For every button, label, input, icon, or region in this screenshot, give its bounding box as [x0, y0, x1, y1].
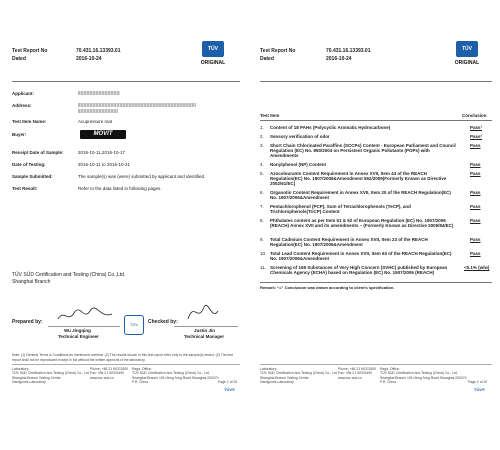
field-label-receipt: Receipt Date of Sample: — [12, 150, 64, 155]
field-value-sample: The sample(s) was (were) submitted by applicant and identified. — [78, 174, 206, 179]
row-conclusion: Pass² — [470, 134, 483, 139]
tuv-logo-box: TÜV — [456, 41, 478, 57]
footer-contact: Phone: +86 21 60376300 Fax: +86 21 60376490 www.tuv-sud.cn — [90, 367, 129, 380]
original-label: ORIGINAL — [454, 60, 480, 66]
row-number: 3. — [260, 143, 264, 148]
row-conclusion: Pass — [470, 190, 481, 195]
footer-rule — [260, 364, 492, 365]
checker-rule — [174, 326, 238, 327]
row-text: Total Lead Content Requirement in Annex XVII, Item 63 of the REACH Regulation(EC) No. 1907/2006&Amendment — [270, 251, 452, 262]
row-number: 5. — [260, 171, 264, 176]
header-rule — [260, 81, 492, 82]
checked-by-label: Checked by: — [148, 319, 178, 325]
field-label-testing-date: Date of Testing: — [12, 162, 46, 167]
row-text: Sensory verification of odor — [270, 134, 330, 139]
row-conclusion: <0.1% (w/w) — [464, 265, 490, 270]
tuv-logo — [456, 41, 478, 65]
footer-rule — [12, 364, 240, 365]
field-label-applicant: Applicant: — [12, 91, 34, 96]
row-text: Phthalates content as per Item 51 & 52 of European Regulation (EC) No. 1907/2006 (REACH) Annex XVII and its amendments – (Formerly Known as Directive 2005/84/EC) — [270, 218, 454, 229]
page-number: Page 2 of 20 — [468, 380, 488, 384]
footer-office: Regd. Office: TÜV SÜD Certification and Testing (China) Co., Ltd. Shanghai Branch 151 Heng Tong Road Shanghai 200070 P.R. China — [380, 367, 467, 385]
field-label-address: Address: — [12, 103, 32, 108]
row-number: 6. — [260, 190, 264, 195]
field-value-result: Refer to the data listed in following pages. — [78, 186, 162, 191]
field-value-testing-date: 2016-10-11 to 2016-10-21 — [78, 162, 130, 167]
field-label-result: Test Result: — [12, 186, 38, 191]
footer-lab: Laboratory: TÜV SÜD Certification and Testing (China) Co., Ltd. Shanghai Branch Testing Center Hardgoods Laboratory — [12, 367, 90, 385]
tuv-stamp: TÜV — [124, 315, 144, 335]
field-value-receipt: 2016-10-11,2016-10-17 — [78, 150, 125, 155]
row-conclusion: Pass¹ — [470, 125, 483, 130]
table-header-rule — [260, 120, 492, 121]
checker-title: Technical Manager — [184, 334, 225, 339]
report-no-label: Test Report No — [12, 48, 48, 54]
row-text: Nonylphenol (NP) Content — [270, 162, 326, 167]
row-text: Screening of 169 Substances of Very High Concern (SVHC) published by European Chemicals Agency (ECHA) based on Regulation (EC) No. 1907/2006 (REACH) — [270, 265, 448, 276]
tuv-small-mark: TÜV® — [224, 387, 235, 392]
col-test-item: Test Item — [260, 113, 280, 118]
field-value-item: Acupressure mat — [78, 119, 113, 124]
row-conclusion: Pass — [470, 143, 481, 148]
redacted-address — [78, 103, 196, 107]
report-no: 70.431.16.13393.01 — [326, 48, 371, 54]
dated-label: Dated — [260, 56, 274, 62]
row-conclusion: Pass — [470, 204, 481, 209]
field-label-sample: Sample Submitted: — [12, 174, 53, 179]
original-label: ORIGINAL — [200, 60, 226, 66]
row-conclusion: Pass — [470, 251, 481, 256]
page-number: Page 1 of 20 — [218, 380, 238, 384]
row-text: Azocolourants Content Requirement in Annex XVII, Item 43 of the REACH Regulation(EC) No. 1907/2006&Amendment 552/2009(Formerly Known as Directive 2002/61/EC) — [270, 171, 447, 187]
preparer-rule — [48, 326, 120, 327]
field-label-buyer: Buyer: — [12, 132, 27, 137]
row-number: 11. — [260, 265, 266, 270]
header-rule — [12, 81, 240, 82]
row-conclusion: Pass — [470, 171, 481, 176]
preparer-name: Wu Jingqing — [64, 328, 91, 333]
dated-label: Dated — [12, 56, 26, 62]
col-conclusion: Conclusion — [462, 113, 487, 118]
table-bottom-rule — [260, 282, 492, 283]
tuv-small-mark: TÜV® — [474, 387, 485, 392]
row-text: Pentachlorophenol (PCP), Sum of Tetrachlorophenols (TeCP), and Trichlorophenols(TriCP) Content — [270, 204, 411, 215]
footer-contact: Phone: +86 21 60376300 Fax: +86 21 60376490 www.tuv-sud.cn — [338, 367, 377, 380]
buyer-logo: MOVIT — [80, 130, 126, 139]
row-number: 7. — [260, 204, 264, 209]
footnote: Note: (1) General Terms & Conditions as mentioned overleaf. (2) The results shown in this test report refer only to the sample(s) tested. (3) The test report shall not be reproduced except in full without the written approval of the laboratory. — [12, 353, 233, 362]
row-number: 4. — [260, 162, 264, 167]
row-number: 10. — [260, 251, 267, 256]
dated-value: 2016-10-24 — [76, 56, 102, 62]
row-conclusion: Pass — [470, 162, 481, 167]
report-page-2 — [256, 35, 496, 410]
remark: Remark: “=” Conclusion was drawn according to client's specification. — [260, 285, 395, 290]
row-number: 9. — [260, 237, 264, 242]
checker-signature — [184, 297, 224, 325]
row-conclusion: Pass — [470, 237, 481, 242]
row-text: Short Chain Chlorinated Paraffins (SCCPs) Content - European Parliament and Council Regulation (EC) No. 850/2004 on Persistent Organic Pollutants (POPs) with Amendments — [270, 143, 456, 159]
checker-name: Justin Jin — [194, 328, 216, 333]
row-conclusion: Pass — [470, 218, 481, 223]
preparer-title: Technical Engineer — [58, 334, 99, 339]
row-number: 8. — [260, 218, 264, 223]
row-number: 2. — [260, 134, 264, 139]
report-no: 70.431.16.13393.01 — [76, 48, 121, 54]
issuer-company: TÜV SÜD Certification and Testing (China) Co.,Ltd. — [12, 272, 126, 278]
row-number: 1. — [260, 125, 264, 130]
preparer-signature — [56, 305, 116, 325]
report-page-1 — [6, 35, 246, 410]
row-text: Content of 18 PAHs (Polycyclic Aromatic Hydrocarbone) — [270, 125, 391, 130]
report-no-label: Test Report No — [260, 48, 296, 54]
tuv-logo-box: TÜV — [202, 41, 224, 57]
redacted-applicant — [78, 91, 120, 95]
redacted-address-2 — [78, 109, 118, 113]
row-text: Total Cadmium Content Requirement in Annex XVII, Item 23 of the REACH Regulation(EC) No. 1907/2006&Amendment — [270, 237, 428, 248]
field-label-item: Test Item Name: — [12, 119, 47, 124]
prepared-by-label: Prepared by: — [12, 319, 43, 325]
footer-lab: Laboratory: TÜV SÜD Certification and Testing (China) Co., Ltd. Shanghai Branch Testing Center Hardgoods Laboratory — [260, 367, 338, 385]
issuer-branch: Shanghai Branch — [12, 279, 51, 285]
dated-value: 2016-10-24 — [326, 56, 352, 62]
footer-office: Regd. Office: TÜV SÜD Certification and Testing (China) Co., Ltd. Shanghai Branch 151 Heng Tong Road Shanghai 200070 P.R. China — [132, 367, 219, 385]
row-text: Organotin Content Requirement in Annex XVII, Item 20 of the REACH Regulation(EC) No. 1907/2006&Amendment — [270, 190, 451, 201]
tuv-logo — [202, 41, 224, 65]
